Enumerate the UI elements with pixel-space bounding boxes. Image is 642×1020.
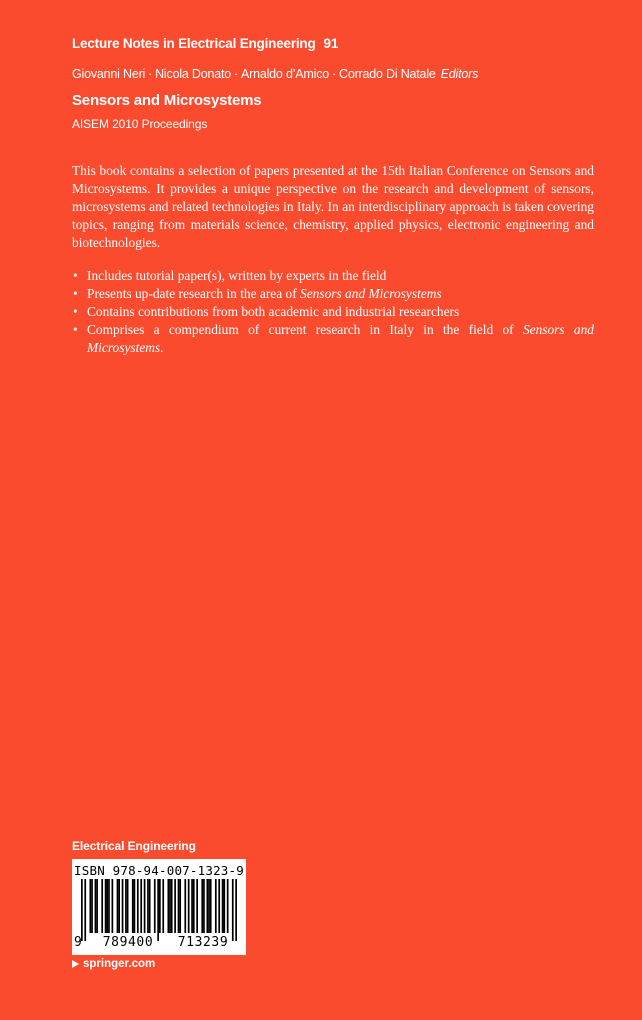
editor-name: Nicola Donato xyxy=(155,67,232,81)
editor-name: Giovanni Neri xyxy=(72,67,146,81)
barcode-bar xyxy=(201,879,203,933)
series-volume: 91 xyxy=(323,36,339,51)
feature-text: Contains contributions from both academic and industrial researchers xyxy=(87,304,460,320)
barcode-bar xyxy=(127,879,129,933)
barcode-bar xyxy=(184,879,186,933)
barcode-bar xyxy=(95,879,97,933)
barcode-bar xyxy=(174,879,176,933)
feature-item xyxy=(72,321,594,357)
barcode-bar xyxy=(149,879,151,933)
bullet-icon: • xyxy=(73,304,78,320)
barcode-bar xyxy=(232,879,234,941)
barcode-bar xyxy=(112,879,114,933)
barcode-bar xyxy=(117,879,119,933)
barcode-bar xyxy=(178,879,180,933)
isbn-label: ISBN 978-94-007-1323-9 xyxy=(74,863,244,878)
barcode-bar xyxy=(96,879,98,933)
barcode-bar xyxy=(210,879,212,933)
book-description: This book contains a selection of papers presented at the 15th Italian Conference on Sensors and Microsystems. It provides a unique perspective on the research and development of sensors, microsystems and related technologies in Italy. In an interdisciplinary approach is taken covering topics, ranging from materials science, chemistry, applied physics, electronic engineering and biotechnologies. xyxy=(72,163,594,251)
barcode-bar xyxy=(125,879,127,933)
publisher-link[interactable] xyxy=(72,958,155,970)
barcode-bar xyxy=(137,879,139,933)
barcode-bar xyxy=(144,879,146,933)
feature-item xyxy=(72,303,594,321)
publisher-url[interactable]: springer.com xyxy=(83,958,156,970)
ean-first-digit: 9 xyxy=(74,935,82,950)
barcode-bar xyxy=(206,879,208,933)
barcode-bar xyxy=(235,879,237,941)
editor-separator: · xyxy=(148,67,153,81)
barcode-bar xyxy=(89,879,91,933)
barcode-bar xyxy=(188,879,190,933)
editor-name: Corrado Di Natale xyxy=(339,67,436,81)
barcode-bar xyxy=(140,879,142,933)
series-line xyxy=(72,36,338,51)
barcode-bar xyxy=(191,879,193,933)
barcode-bar xyxy=(147,879,149,933)
barcode-bar xyxy=(203,879,205,933)
barcode-bar xyxy=(118,879,120,933)
book-subtitle: AISEM 2010 Proceedings xyxy=(72,117,208,131)
barcode-bar xyxy=(227,879,229,933)
subject-category: Electrical Engineering xyxy=(72,839,196,853)
barcode-bar xyxy=(105,879,107,933)
barcode-bar xyxy=(91,879,93,933)
barcode-bar xyxy=(169,879,171,933)
feature-tail: . xyxy=(160,340,164,356)
barcode-bar xyxy=(167,879,169,933)
barcode-bar xyxy=(157,879,159,941)
barcode-bar xyxy=(215,879,217,933)
editors-line xyxy=(72,67,478,81)
barcode-bar xyxy=(196,879,198,933)
barcode-bar xyxy=(108,879,110,933)
series-name: Lecture Notes in Electrical Engineering xyxy=(72,36,316,51)
barcode-bar xyxy=(171,879,173,933)
isbn-barcode xyxy=(72,859,246,955)
feature-item xyxy=(72,285,594,303)
barcode-bar xyxy=(154,879,156,933)
barcode-bar xyxy=(132,879,134,933)
feature-item xyxy=(72,267,594,285)
barcode-bar xyxy=(81,879,83,941)
barcode-bar xyxy=(162,879,164,933)
arrow-right-icon xyxy=(72,960,79,968)
ean-right-group: 713239 xyxy=(177,935,229,950)
feature-text: Presents up-date research in the area of xyxy=(87,286,301,302)
feature-list xyxy=(72,267,594,357)
bullet-icon: • xyxy=(73,268,78,283)
ean-left-group: 789400 xyxy=(102,935,154,950)
barcode-bar xyxy=(159,879,161,933)
barcode-bar xyxy=(208,879,210,933)
feature-emphasis: Sensors and Microsystems xyxy=(300,286,442,302)
barcode-bar xyxy=(101,879,103,933)
barcode-bar xyxy=(218,879,220,933)
book-title: Sensors and Microsystems xyxy=(72,92,262,109)
barcode-bar xyxy=(223,879,225,933)
editor-name: Arnaldo d’Amico xyxy=(241,67,330,81)
bullet-icon: • xyxy=(73,322,78,338)
editors-role: Editors xyxy=(440,67,479,81)
barcode-bar xyxy=(106,879,108,933)
feature-emphasis: Sensors and Microsystems xyxy=(87,322,594,356)
feature-text: Includes tutorial paper(s), written by experts in the field xyxy=(87,268,387,283)
editor-separator: · xyxy=(332,67,336,81)
barcode-bar xyxy=(179,879,181,933)
barcode-bar xyxy=(84,879,86,941)
barcode-bar xyxy=(193,879,195,933)
barcode-bar xyxy=(222,879,224,933)
barcode-bar xyxy=(134,879,136,933)
feature-text: Comprises a compendium of current research in Italy in the field of xyxy=(87,322,523,338)
editor-separator: · xyxy=(234,67,238,81)
barcode-bar xyxy=(122,879,124,933)
bullet-icon: • xyxy=(73,286,78,302)
